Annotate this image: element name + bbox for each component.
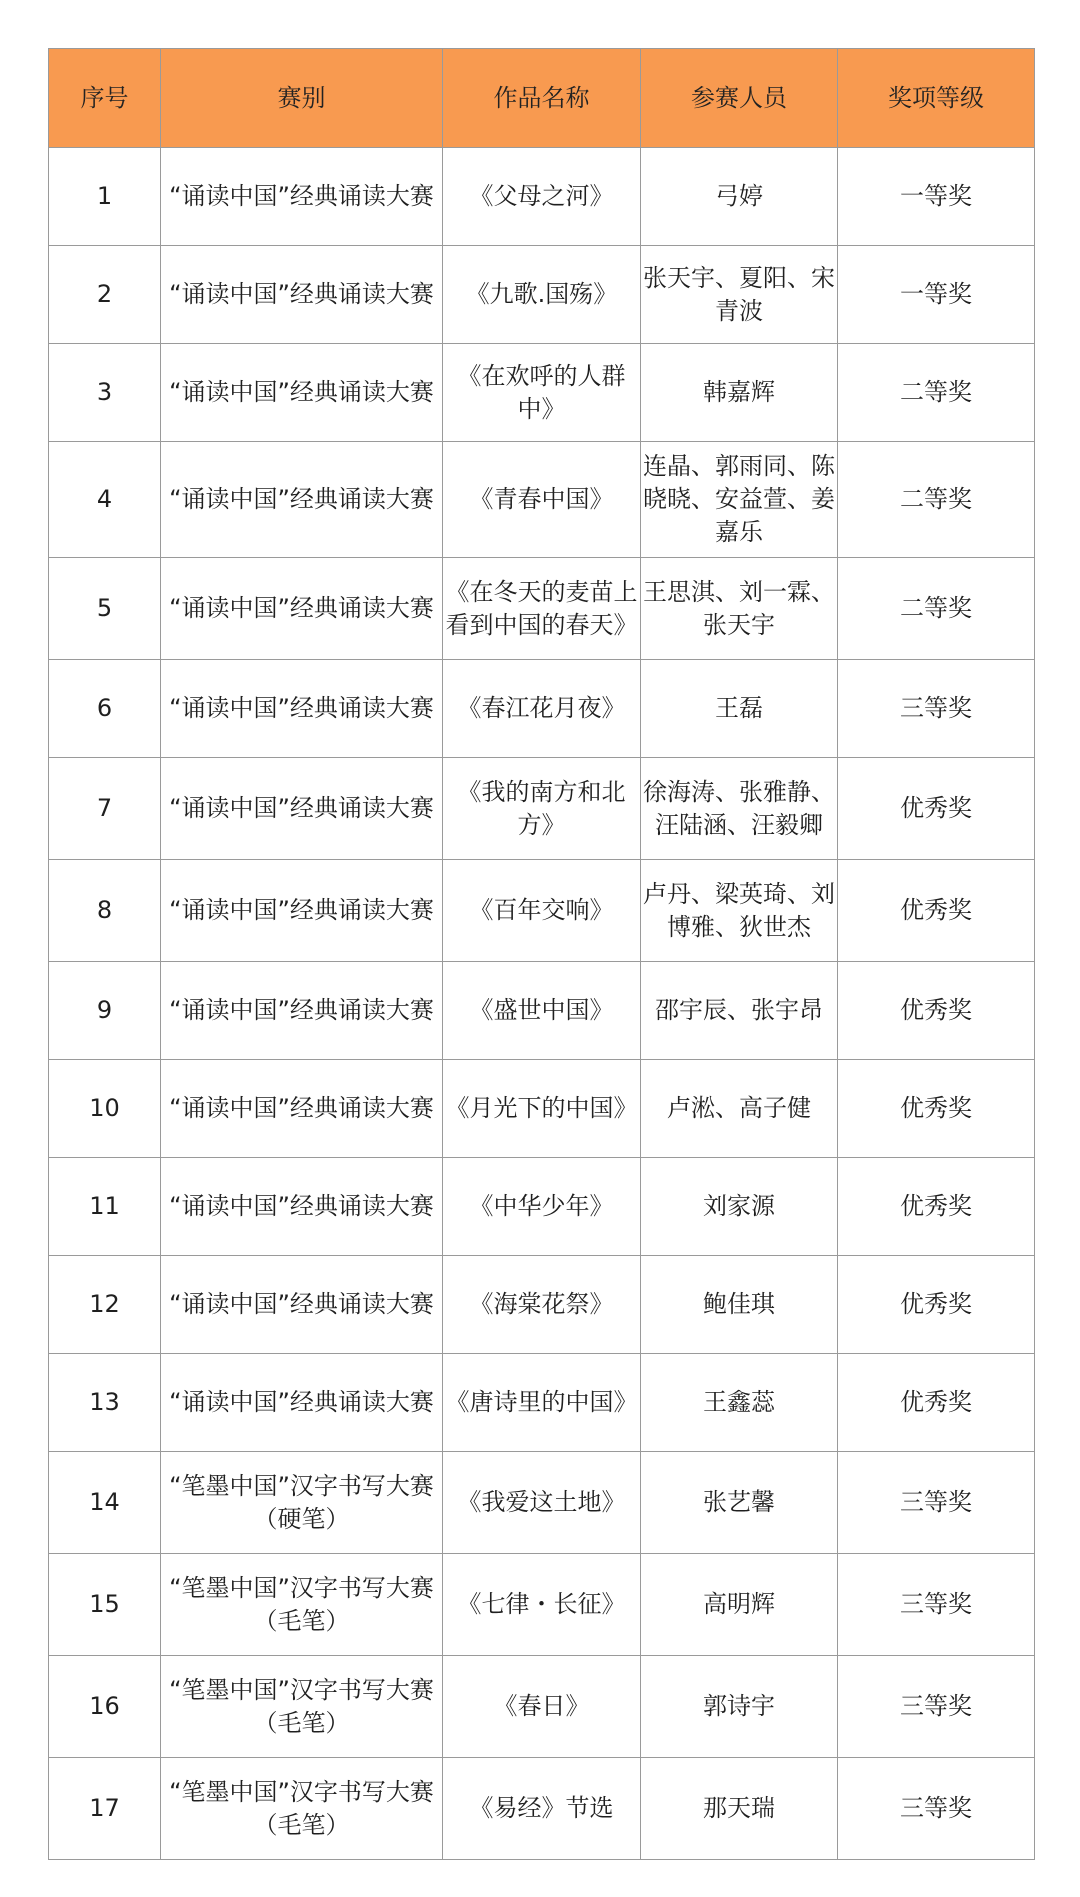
- row-category: “笔墨中国”汉字书写大赛（毛笔）: [161, 1656, 443, 1758]
- awards-table: [48, 48, 1035, 1860]
- row-participants: 刘家源: [641, 1158, 838, 1256]
- row-number: 3: [49, 344, 161, 442]
- row-participants: 卢丹、梁英琦、刘博雅、狄世杰: [641, 860, 838, 962]
- row-category: “诵读中国”经典诵读大赛: [161, 442, 443, 558]
- table-row: [49, 344, 1035, 442]
- header-number: 序号: [49, 49, 161, 148]
- row-award-level: 三等奖: [838, 1758, 1035, 1860]
- row-participants: 鲍佳琪: [641, 1256, 838, 1354]
- row-work-title: 《青春中国》: [443, 442, 641, 558]
- row-work-title: 《春江花月夜》: [443, 660, 641, 758]
- table-row: [49, 442, 1035, 558]
- table-row: [49, 962, 1035, 1060]
- table-body: [49, 148, 1035, 1860]
- row-category: “诵读中国”经典诵读大赛: [161, 660, 443, 758]
- row-award-level: 二等奖: [838, 558, 1035, 660]
- row-category: “诵读中国”经典诵读大赛: [161, 1158, 443, 1256]
- row-category: “诵读中国”经典诵读大赛: [161, 558, 443, 660]
- row-category: “笔墨中国”汉字书写大赛（毛笔）: [161, 1554, 443, 1656]
- table-row: [49, 558, 1035, 660]
- row-work-title: 《在冬天的麦苗上看到中国的春天》: [443, 558, 641, 660]
- row-number: 17: [49, 1758, 161, 1860]
- row-award-level: 优秀奖: [838, 1060, 1035, 1158]
- table-row: [49, 860, 1035, 962]
- row-number: 4: [49, 442, 161, 558]
- header-row: [49, 49, 1035, 148]
- row-category: “诵读中国”经典诵读大赛: [161, 1354, 443, 1452]
- row-award-level: 一等奖: [838, 246, 1035, 344]
- header-work-title: 作品名称: [443, 49, 641, 148]
- table-row: [49, 660, 1035, 758]
- row-participants: 高明辉: [641, 1554, 838, 1656]
- row-number: 5: [49, 558, 161, 660]
- row-participants: 王思淇、刘一霖、张天宇: [641, 558, 838, 660]
- table-row: [49, 1354, 1035, 1452]
- table-row: [49, 148, 1035, 246]
- row-category: “诵读中国”经典诵读大赛: [161, 1060, 443, 1158]
- row-work-title: 《我爱这土地》: [443, 1452, 641, 1554]
- row-category: “笔墨中国”汉字书写大赛（硬笔）: [161, 1452, 443, 1554]
- row-number: 2: [49, 246, 161, 344]
- row-category: “诵读中国”经典诵读大赛: [161, 758, 443, 860]
- row-award-level: 二等奖: [838, 344, 1035, 442]
- row-work-title: 《七律・长征》: [443, 1554, 641, 1656]
- row-work-title: 《我的南方和北方》: [443, 758, 641, 860]
- row-participants: 韩嘉辉: [641, 344, 838, 442]
- row-award-level: 优秀奖: [838, 860, 1035, 962]
- row-participants: 郭诗宇: [641, 1656, 838, 1758]
- table-row: [49, 1060, 1035, 1158]
- table-row: [49, 758, 1035, 860]
- row-work-title: 《盛世中国》: [443, 962, 641, 1060]
- row-work-title: 《易经》节选: [443, 1758, 641, 1860]
- row-award-level: 优秀奖: [838, 1256, 1035, 1354]
- row-number: 14: [49, 1452, 161, 1554]
- row-award-level: 三等奖: [838, 660, 1035, 758]
- row-category: “诵读中国”经典诵读大赛: [161, 344, 443, 442]
- table-row: [49, 246, 1035, 344]
- row-number: 10: [49, 1060, 161, 1158]
- row-number: 9: [49, 962, 161, 1060]
- row-work-title: 《春日》: [443, 1656, 641, 1758]
- table-row: [49, 1256, 1035, 1354]
- table-row: [49, 1554, 1035, 1656]
- row-work-title: 《在欢呼的人群中》: [443, 344, 641, 442]
- row-participants: 卢淞、高子健: [641, 1060, 838, 1158]
- row-work-title: 《海棠花祭》: [443, 1256, 641, 1354]
- row-category: “笔墨中国”汉字书写大赛（毛笔）: [161, 1758, 443, 1860]
- row-work-title: 《月光下的中国》: [443, 1060, 641, 1158]
- header-participants: 参赛人员: [641, 49, 838, 148]
- table-header: [49, 49, 1035, 148]
- row-participants: 那天瑞: [641, 1758, 838, 1860]
- table-row: [49, 1656, 1035, 1758]
- row-participants: 张天宇、夏阳、宋青波: [641, 246, 838, 344]
- row-number: 1: [49, 148, 161, 246]
- row-participants: 弓婷: [641, 148, 838, 246]
- row-work-title: 《父母之河》: [443, 148, 641, 246]
- row-award-level: 一等奖: [838, 148, 1035, 246]
- row-work-title: 《九歌.国殇》: [443, 246, 641, 344]
- row-category: “诵读中国”经典诵读大赛: [161, 860, 443, 962]
- row-award-level: 优秀奖: [838, 758, 1035, 860]
- row-award-level: 三等奖: [838, 1554, 1035, 1656]
- row-category: “诵读中国”经典诵读大赛: [161, 1256, 443, 1354]
- row-category: “诵读中国”经典诵读大赛: [161, 962, 443, 1060]
- row-participants: 邵宇辰、张宇昂: [641, 962, 838, 1060]
- row-number: 11: [49, 1158, 161, 1256]
- row-participants: 徐海涛、张雅静、汪陆涵、汪毅卿: [641, 758, 838, 860]
- row-number: 8: [49, 860, 161, 962]
- row-category: “诵读中国”经典诵读大赛: [161, 148, 443, 246]
- row-participants: 王鑫蕊: [641, 1354, 838, 1452]
- row-award-level: 优秀奖: [838, 962, 1035, 1060]
- row-work-title: 《中华少年》: [443, 1158, 641, 1256]
- header-award-level: 奖项等级: [838, 49, 1035, 148]
- table-row: [49, 1158, 1035, 1256]
- row-number: 13: [49, 1354, 161, 1452]
- row-number: 12: [49, 1256, 161, 1354]
- row-number: 15: [49, 1554, 161, 1656]
- row-participants: 张艺馨: [641, 1452, 838, 1554]
- row-category: “诵读中国”经典诵读大赛: [161, 246, 443, 344]
- header-category: 赛别: [161, 49, 443, 148]
- row-award-level: 优秀奖: [838, 1158, 1035, 1256]
- row-award-level: 三等奖: [838, 1452, 1035, 1554]
- row-work-title: 《唐诗里的中国》: [443, 1354, 641, 1452]
- row-award-level: 二等奖: [838, 442, 1035, 558]
- row-number: 6: [49, 660, 161, 758]
- row-award-level: 优秀奖: [838, 1354, 1035, 1452]
- row-award-level: 三等奖: [838, 1656, 1035, 1758]
- row-number: 16: [49, 1656, 161, 1758]
- row-participants: 连晶、郭雨同、陈晓晓、安益萱、姜嘉乐: [641, 442, 838, 558]
- table-row: [49, 1452, 1035, 1554]
- row-number: 7: [49, 758, 161, 860]
- row-work-title: 《百年交响》: [443, 860, 641, 962]
- table-row: [49, 1758, 1035, 1860]
- row-participants: 王磊: [641, 660, 838, 758]
